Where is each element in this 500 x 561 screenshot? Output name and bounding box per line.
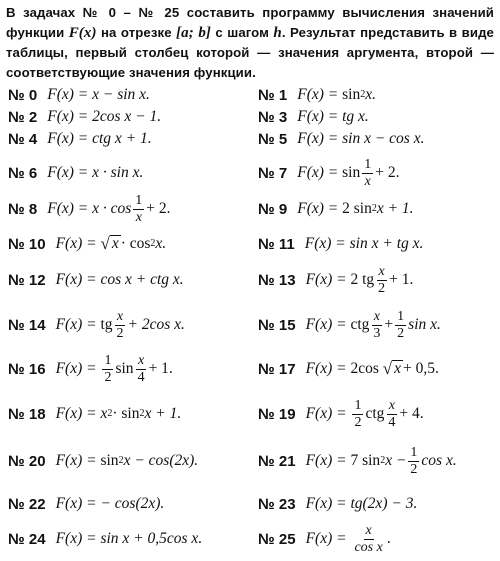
task-number: № 15	[258, 316, 296, 334]
task-20	[8, 439, 198, 483]
task-number: № 5	[258, 130, 288, 148]
fraction: $\frac{x}{2}$	[378, 263, 386, 296]
fraction: $\frac{x}{4}$	[137, 352, 145, 385]
task-number: № 11	[258, 235, 295, 253]
task-formula: F(x) = ctg $\frac{x}{3}$ + $\frac{1}{2}$ sin x.	[305, 308, 441, 341]
task-formula: F(x) = 7 sin 2 x − $\frac{1}{2}$ cos x.	[305, 444, 457, 477]
task-number: № 23	[258, 495, 296, 513]
task-number: № 4	[8, 130, 38, 148]
intro-paragraph	[6, 3, 494, 82]
intro-interval: [a; b]	[176, 24, 212, 41]
task-number: № 2	[8, 108, 38, 126]
task-formula: F(x) = tg x.	[297, 108, 369, 125]
task-formula: F(x) = x 2 · sin 2 x + 1.	[55, 405, 182, 422]
intro-text-3: с шагом	[211, 24, 274, 40]
task-number: № 7	[258, 164, 288, 182]
task-12	[8, 258, 184, 302]
task-16	[8, 347, 173, 391]
task-17	[258, 347, 439, 391]
task-15	[258, 303, 441, 347]
task-number: № 0	[8, 86, 38, 104]
intro-text-1: В задачах № 0 – № 25 составить программу вычисления значений функции	[6, 5, 494, 40]
task-19	[258, 392, 424, 436]
fraction: $\frac{1}{2}$	[410, 444, 418, 477]
task-number: № 18	[8, 405, 46, 423]
task-formula: F(x) = tg $\frac{x}{2}$ + 2cos x.	[55, 308, 185, 341]
task-number: № 1	[258, 86, 288, 104]
task-formula: F(x) = $\frac{1}{2}$ ctg $\frac{x}{4}$ + 4.	[305, 397, 424, 430]
task-18	[8, 392, 181, 436]
task-formula: F(x) = sin $\frac{1}{x}$ + 2.	[297, 156, 400, 189]
task-25	[258, 517, 391, 561]
fraction: $\frac{1}{2}$	[104, 352, 112, 385]
task-number: № 13	[258, 271, 296, 289]
task-formula: F(x) = 2 tg $\frac{x}{2}$ + 1.	[305, 263, 414, 296]
task-formula: F(x) = $\frac{1}{2}$ sin $\frac{x}{4}$ + 1.	[55, 352, 173, 385]
task-formula: F(x) = ctg x + 1.	[47, 130, 152, 147]
square-root: √ x	[100, 234, 119, 253]
fraction: $\frac{x}{3}$	[373, 308, 381, 341]
task-formula: F(x) = sin x + tg x.	[304, 235, 424, 252]
task-number: № 25	[258, 530, 296, 548]
task-formula: F(x) = − cos(2x).	[55, 495, 165, 512]
task-number: № 3	[258, 108, 288, 126]
fraction: $\frac{1}{x}$	[364, 156, 372, 189]
intro-text-4: . Результат представить в виде таблицы, первый столбец которой — значения аргумента, второй — соответствующие значения функции.	[6, 24, 494, 80]
fraction: $\frac{x}{4}$	[388, 397, 396, 430]
task-number: № 20	[8, 452, 46, 470]
task-formula: F(x) = $\frac{x}{\text{cos x}}$ .	[305, 522, 391, 555]
task-formula: F(x) = sin 2 x.	[297, 86, 376, 103]
task-13	[258, 258, 413, 302]
task-number: № 14	[8, 316, 46, 334]
task-formula: F(x) = sin 2 x − cos(2x).	[55, 452, 199, 469]
task-number: № 16	[8, 360, 46, 378]
task-formula: F(x) = x · cos $\frac{1}{x}$ + 2.	[47, 192, 171, 225]
fraction: $\frac{1}{2}$	[397, 308, 405, 341]
intro-function-name: F(x)	[68, 24, 97, 41]
task-formula: F(x) = sin x − cos x.	[297, 130, 425, 147]
task-number: № 12	[8, 271, 46, 289]
task-number: № 17	[258, 360, 296, 378]
task-number: № 21	[258, 452, 296, 470]
fraction: $\frac{1}{x}$	[135, 192, 143, 225]
intro-step: h	[273, 24, 282, 41]
task-number: № 8	[8, 200, 38, 218]
task-formula: F(x) = sin x + 0,5cos x.	[55, 530, 203, 547]
task-formula: F(x) = √ x · cos 2 x.	[55, 234, 167, 253]
fraction: $\frac{x}{2}$	[116, 308, 124, 341]
task-number: № 6	[8, 164, 38, 182]
task-formula: F(x) = cos x + ctg x.	[55, 271, 184, 288]
task-24	[8, 517, 202, 561]
task-number: № 9	[258, 200, 288, 218]
task-number: № 19	[258, 405, 296, 423]
task-number: № 24	[8, 530, 46, 548]
task-number: № 10	[8, 235, 46, 253]
task-formula: F(x) = 2cos x − 1.	[47, 108, 162, 125]
task-number: № 22	[8, 495, 46, 513]
square-root: √ x	[382, 359, 401, 378]
task-21	[258, 439, 457, 483]
task-formula: F(x) = tg(2x) − 3.	[305, 495, 418, 512]
task-formula: F(x) = x − sin x.	[47, 86, 150, 103]
task-formula: F(x) = 2 sin 2 x + 1.	[297, 200, 414, 217]
task-formula: F(x) = x · sin x.	[47, 164, 144, 181]
fraction: $\frac{x}{\text{cos x}}$	[354, 522, 383, 555]
intro-text-2: на отрезке	[96, 24, 177, 40]
task-14	[8, 303, 185, 347]
fraction: $\frac{1}{2}$	[354, 397, 362, 430]
task-formula: F(x) = 2cos √ x + 0,5.	[305, 359, 439, 378]
